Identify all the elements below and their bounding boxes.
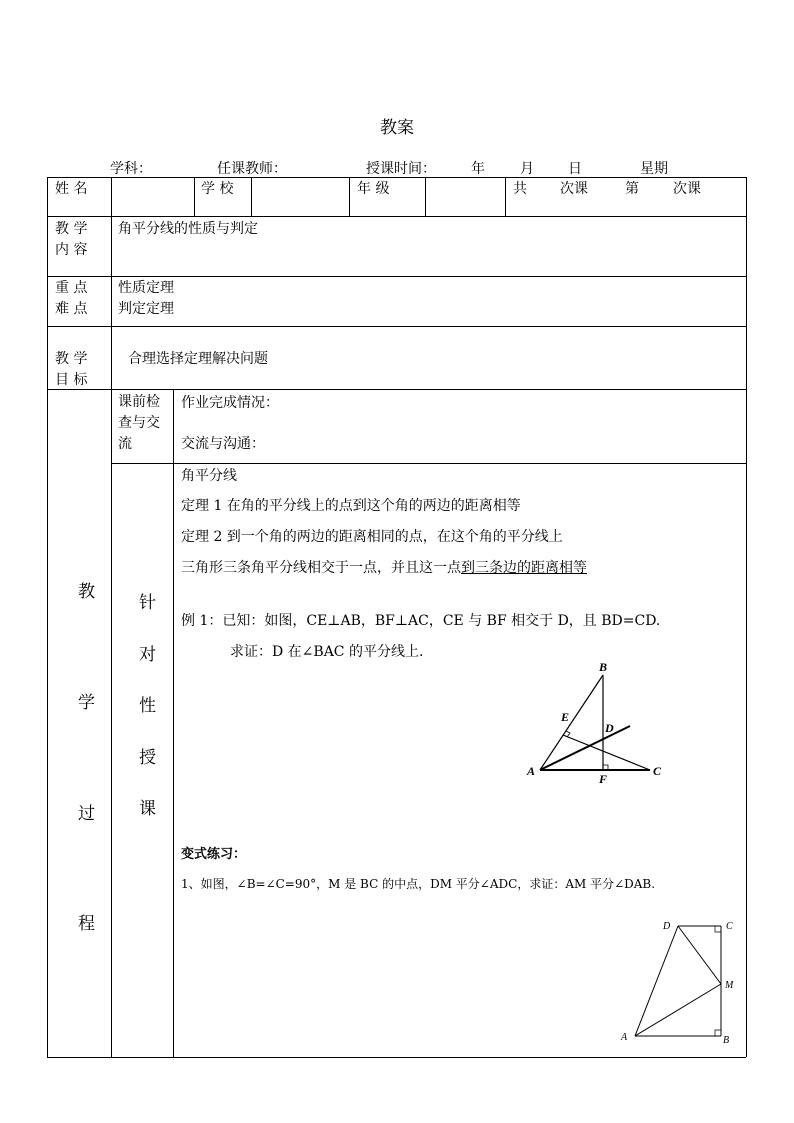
- right-angle-mark-b: [715, 1030, 721, 1036]
- keypoints-value-1: 性质定理: [118, 280, 174, 296]
- table-border: [349, 177, 350, 216]
- label-m: M: [725, 980, 734, 991]
- label-b: B: [599, 660, 608, 674]
- lessons-label-2: 次课: [673, 181, 701, 197]
- process-char: 学: [78, 693, 95, 713]
- table-border: [111, 463, 746, 464]
- keypoints-value-2: 判定定理: [118, 301, 174, 317]
- goal-value: 合理选择定理解决问题: [128, 351, 268, 367]
- communication-label: 交流与沟通：: [181, 436, 265, 452]
- table-border: [505, 177, 506, 216]
- label-c: C: [653, 764, 662, 778]
- table-border: [47, 177, 48, 1057]
- theorem-3-underlined: 到三条边的距离相等: [461, 560, 587, 576]
- header-month: 月: [520, 161, 534, 177]
- homework-label: 作业完成情况：: [181, 395, 279, 411]
- theorem-1: 定理 1 在角的平分线上的点到这个角的两边的距离相等: [181, 498, 521, 514]
- targeted-char: 针: [139, 593, 156, 613]
- content-value: 角平分线的性质与判定: [118, 221, 258, 237]
- school-label: 学 校: [201, 181, 234, 197]
- label-b: B: [723, 1035, 730, 1046]
- goal-label-2: 目 标: [55, 372, 88, 388]
- theorem-2: 定理 2 到一个角的两边的距离相同的点，在这个角的平分线上: [181, 529, 563, 545]
- segment-da: [635, 926, 678, 1036]
- variant-title: 变式练习：: [181, 847, 247, 862]
- content-label-1: 教 学: [55, 221, 88, 237]
- topic-title: 角平分线: [181, 468, 237, 484]
- table-border: [47, 1057, 746, 1058]
- right-angle-mark-c: [715, 926, 721, 932]
- label-c: C: [726, 921, 733, 932]
- name-label: 姓 名: [55, 181, 88, 197]
- table-border: [194, 177, 195, 216]
- header-teacher: 任课教师：: [217, 161, 287, 177]
- table-border: [746, 177, 747, 1057]
- header-weekday: 星期: [640, 161, 668, 177]
- table-border: [47, 389, 746, 390]
- label-a: A: [621, 1032, 628, 1043]
- keypoints-label-1: 重 点: [55, 280, 88, 296]
- header-time: 授课时间：: [366, 161, 436, 177]
- precheck-label: 查与交: [118, 415, 160, 431]
- proof-1: 求证：D 在∠BAC 的平分线上.: [230, 644, 424, 660]
- table-border: [47, 326, 746, 327]
- precheck-label: 课前检: [118, 394, 160, 410]
- header-day: 日: [568, 161, 582, 177]
- table-border: [425, 177, 426, 216]
- nth-label: 第: [625, 181, 639, 197]
- targeted-char: 授: [139, 748, 156, 768]
- header-subject: 学科：: [110, 161, 152, 177]
- theorem-3-main: 三角形三条角平分线相交于一点，并且这一点: [181, 560, 461, 576]
- label-f: F: [599, 772, 608, 786]
- header-year: 年: [471, 161, 485, 177]
- targeted-char: 对: [139, 645, 156, 665]
- table-border: [47, 276, 746, 277]
- example-1: 例 1：已知：如图，CE⊥AB，BF⊥AC，CE 与 BF 相交于 D，且 BD=CD.: [181, 613, 661, 629]
- precheck-label: 流: [118, 436, 132, 452]
- total-label: 共: [513, 181, 527, 197]
- page-title: 教案: [380, 118, 414, 138]
- targeted-char: 性: [139, 696, 156, 716]
- targeted-char: 课: [139, 799, 156, 819]
- label-a: A: [527, 764, 536, 778]
- segment-am: [635, 984, 721, 1036]
- angle-bisector-line: [540, 726, 630, 770]
- table-border: [47, 177, 746, 178]
- process-char: 教: [78, 582, 95, 602]
- label-e: E: [561, 710, 570, 724]
- segment-dm: [678, 926, 721, 984]
- label-d: D: [605, 721, 614, 735]
- goal-label-1: 教 学: [55, 351, 88, 367]
- theorem-3: [181, 558, 587, 578]
- table-border: [111, 389, 112, 1057]
- triangle-figure-1: [520, 655, 670, 790]
- exercise-1: 1、如图，∠B=∠C=90°，M 是 BC 的中点，DM 平分∠ADC，求证：AM 平分∠DAB.: [181, 877, 656, 891]
- table-border: [251, 177, 252, 216]
- process-char: 程: [78, 914, 95, 934]
- process-char: 过: [78, 804, 95, 824]
- lessons-label-1: 次课: [560, 181, 588, 197]
- content-label-2: 内 容: [55, 242, 88, 258]
- table-border: [111, 177, 112, 389]
- segment-ab: [540, 675, 603, 770]
- quadrilateral-figure-2: [615, 912, 745, 1052]
- table-border: [47, 216, 746, 217]
- label-d: D: [663, 921, 671, 932]
- keypoints-label-2: 难 点: [55, 301, 88, 317]
- grade-label: 年 级: [357, 181, 390, 197]
- table-border: [173, 389, 174, 1057]
